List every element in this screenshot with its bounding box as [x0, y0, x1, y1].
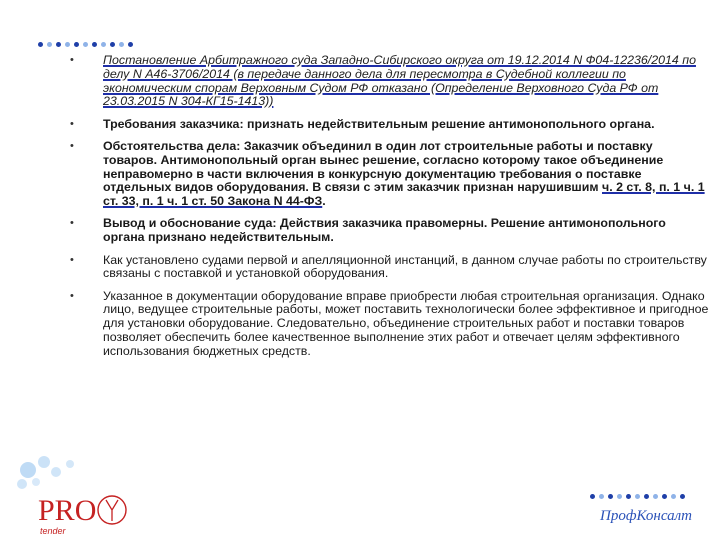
- pro-tender-logo-graphic: [8, 452, 128, 540]
- decorative-dot: [653, 494, 658, 499]
- decorative-dot: [65, 42, 70, 47]
- decorative-dot: [671, 494, 676, 499]
- decorative-dot: [83, 42, 88, 47]
- logo-sub-text: tender: [40, 526, 66, 536]
- law-44-fz-link[interactable]: ч. 2 ст. 8, п. 1 ч. 1 ст. 33, п. 1 ч. 1 ст. 50 Закона N 44-ФЗ: [103, 180, 705, 209]
- decorative-dot: [47, 42, 52, 47]
- decorative-dot: [56, 42, 61, 47]
- decorative-dot: [662, 494, 667, 499]
- decorative-dot: [128, 42, 133, 47]
- logo-bubble: [51, 467, 61, 477]
- logo-bubble: [32, 478, 40, 486]
- court-conclusion-text: Вывод и обоснование суда: Действия заказчика правомерны. Решение антимонопольного органа признано недействительным.: [103, 216, 666, 245]
- customer-demands-text: Требования заказчика: признать недействительным решение антимонопольного органа.: [103, 116, 655, 131]
- case-circumstances-text: Обстоятельства дела: Заказчик объединил в один лот строительные работы и поставку товаров. Антимонопольный орган вынес решение, согласно которому такое объединение неправомерно в части включения в конкурсную документацию требования о поставке отдельных видов оборудования. В связи с этим заказчик признан нарушившим: [103, 138, 664, 195]
- logo-bubble: [38, 456, 50, 468]
- top-decorative-dots: [38, 42, 133, 47]
- list-item-customer-demands: [70, 118, 710, 132]
- case-circumstances-end: .: [322, 194, 326, 209]
- decorative-dot: [38, 42, 43, 47]
- decorative-dot: [608, 494, 613, 499]
- decorative-dot: [101, 42, 106, 47]
- brand-name: ПрофКонсалт: [600, 508, 692, 524]
- decorative-dot: [680, 494, 685, 499]
- list-item-court-conclusion: [70, 217, 710, 245]
- logo-mark: [106, 500, 118, 521]
- pro-tender-logo: [8, 452, 128, 540]
- decorative-dot: [635, 494, 640, 499]
- slide-content: [70, 54, 710, 367]
- logo-bubble: [20, 462, 36, 478]
- decorative-dot: [92, 42, 97, 47]
- decorative-dot: [626, 494, 631, 499]
- decorative-dot: [644, 494, 649, 499]
- established-facts-text: Как установлено судами первой и апелляционной инстанций, в данном случае работы по строительству связаны с поставкой и установкой оборудования.: [103, 252, 707, 281]
- logo-bubble: [17, 479, 27, 489]
- logo-bubble: [66, 460, 74, 468]
- court-ruling-link[interactable]: Постановление Арбитражного суда Западно-Сибирского округа от 19.12.2014 N Ф04-12236/2014 по делу N А46-3706/2014 (в передаче данного дела для пересмотра в Судебной коллегии по экономическим спорам Верховным Судом РФ отказано (Определение Верховного Суда РФ от 23.03.2015 N 304-КГ15-1413)): [103, 53, 696, 109]
- list-item-court-ruling: [70, 54, 710, 109]
- logo-main-text: PRO: [38, 494, 97, 527]
- list-item-established-facts: [70, 254, 710, 282]
- list-item-reasoning: [70, 290, 710, 359]
- bullet-list: [70, 54, 710, 359]
- bottom-decorative-dots: [590, 494, 685, 499]
- decorative-dot: [119, 42, 124, 47]
- reasoning-text: Указанное в документации оборудование вправе приобрести любая строительная организация. Однако лицо, ведущее строительные работы, может поставить технологически более эффективное и пригодное для установки оборудование. Следовательно, объединение строительных работ и поставки товаров позволяет обеспечить более качественное выполнение этих работ и отвечает целям эффективного использования бюджетных средств.: [103, 288, 709, 358]
- decorative-dot: [74, 42, 79, 47]
- decorative-dot: [599, 494, 604, 499]
- decorative-dot: [110, 42, 115, 47]
- decorative-dot: [617, 494, 622, 499]
- decorative-dot: [590, 494, 595, 499]
- list-item-case-circumstances: [70, 140, 710, 209]
